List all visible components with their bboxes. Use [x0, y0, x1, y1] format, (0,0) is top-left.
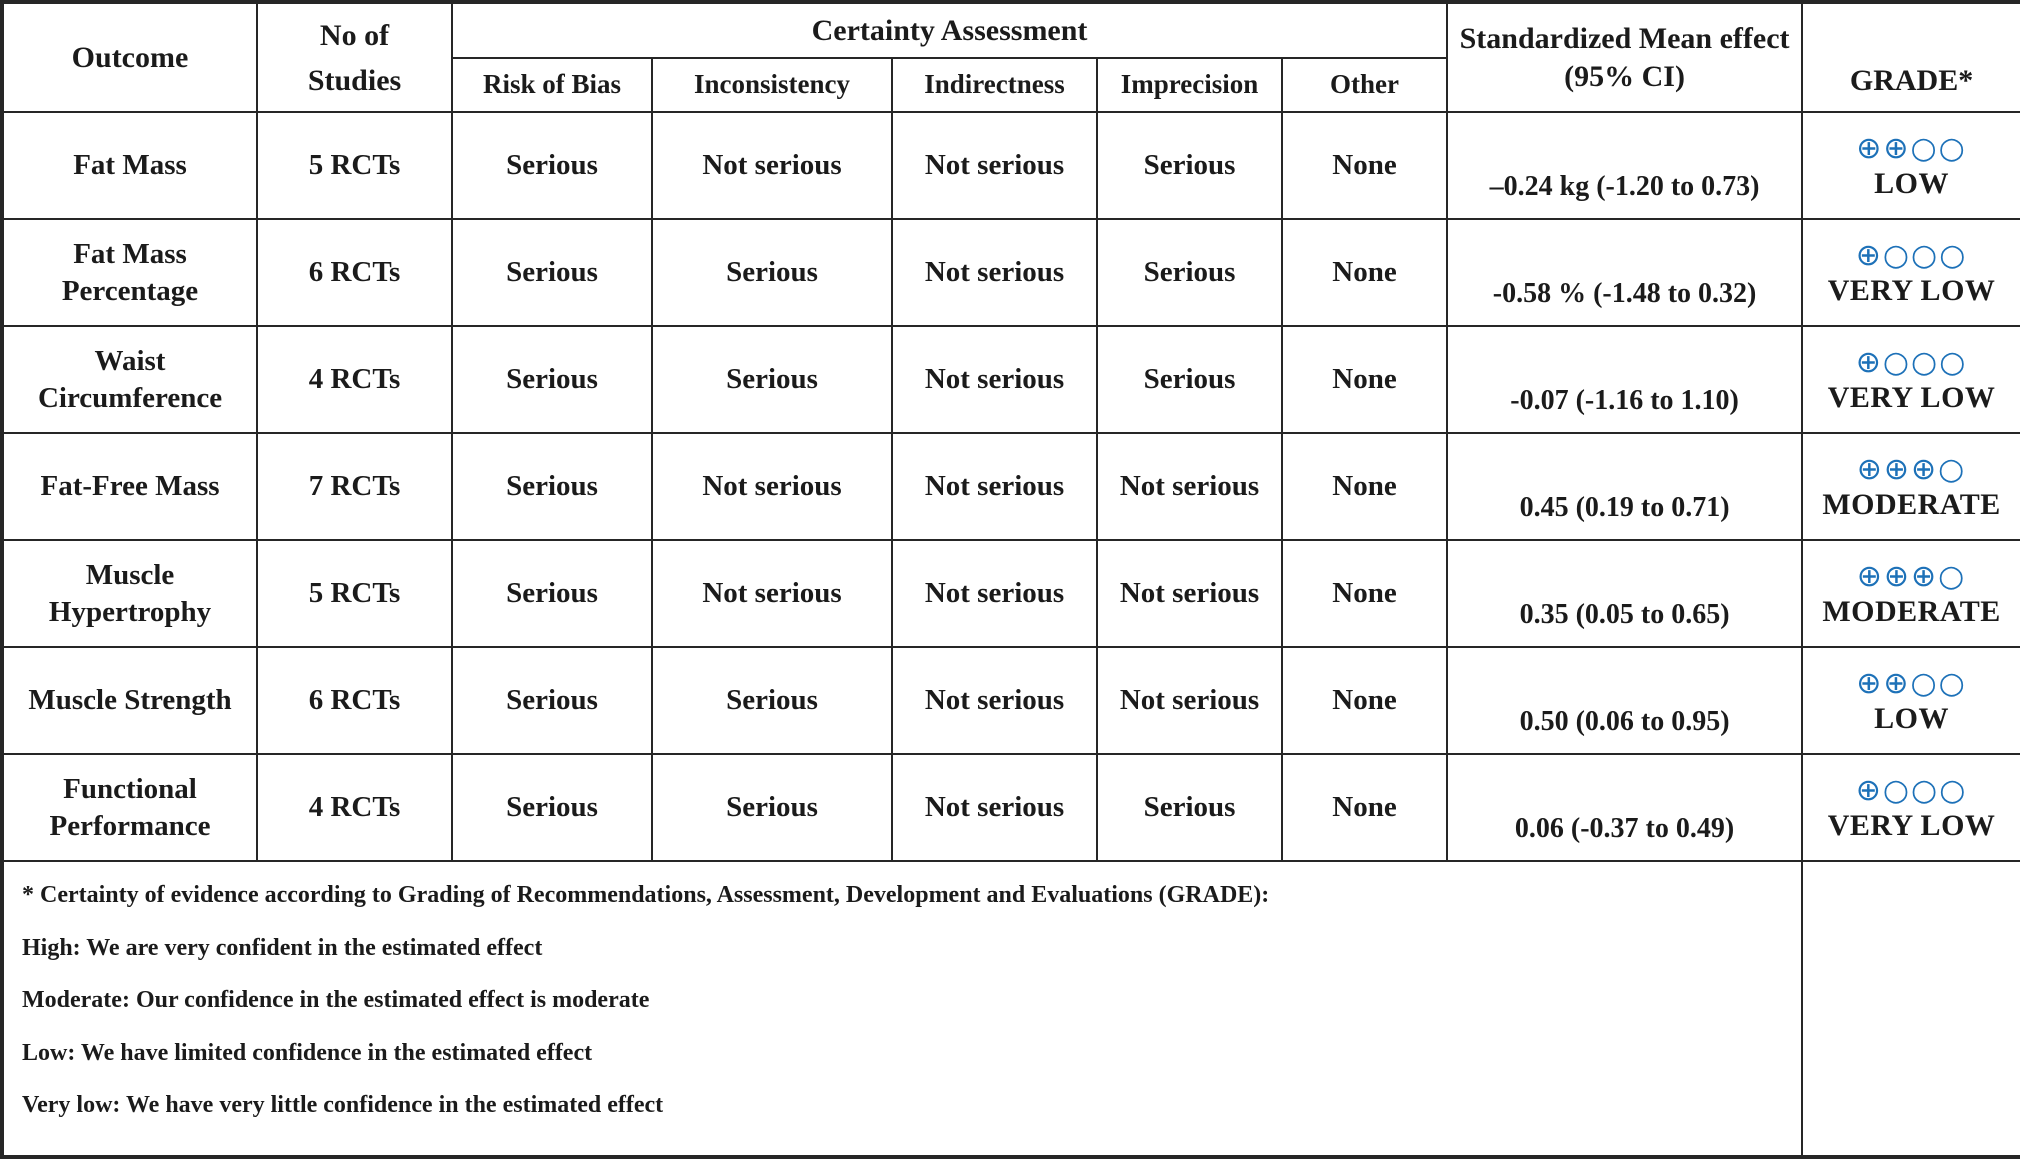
cell-risk-of-bias: Serious: [452, 540, 652, 647]
cell-other: None: [1282, 326, 1447, 433]
footer-row: [2, 861, 2020, 1157]
cell-outcome: Waist Circumference: [2, 326, 257, 433]
cell-inconsistency: Serious: [652, 326, 892, 433]
cell-outcome: Functional Performance: [2, 754, 257, 861]
header-imprecision: Imprecision: [1097, 58, 1282, 112]
footnote-very-low: Very low: We have very little confidence in the estimated effect: [22, 1092, 664, 1119]
header-inconsistency: Inconsistency: [652, 58, 892, 112]
grade-label: LOW: [1874, 701, 1949, 735]
cell-studies: 7 RCTs: [257, 433, 452, 540]
cell-indirectness: Not serious: [892, 754, 1097, 861]
cell-imprecision: Serious: [1097, 754, 1282, 861]
cell-other: None: [1282, 219, 1447, 326]
grade-symbols-icon: ⊕⊕⊕○: [1856, 451, 1967, 487]
cell-indirectness: Not serious: [892, 326, 1097, 433]
table-row-waist-circumference: [2, 326, 2020, 433]
footnote-moderate: Moderate: Our confidence in the estimated effect is moderate: [22, 987, 650, 1014]
cell-outcome: Fat Mass Percentage: [2, 219, 257, 326]
cell-outcome: Muscle Hypertrophy: [2, 540, 257, 647]
cell-risk-of-bias: Serious: [452, 433, 652, 540]
grade-label: LOW: [1874, 166, 1949, 200]
footnotes: [2, 861, 1802, 1157]
cell-effect: 0.06 (-0.37 to 0.49): [1447, 754, 1802, 861]
cell-effect: 0.50 (0.06 to 0.95): [1447, 647, 1802, 754]
header-effect-line2: (95% CI): [1564, 59, 1685, 93]
header-indirectness: Indirectness: [892, 58, 1097, 112]
header-no-of-studies-line2: Studies: [307, 63, 402, 97]
cell-imprecision: Serious: [1097, 326, 1282, 433]
cell-risk-of-bias: Serious: [452, 112, 652, 219]
cell-outcome: Muscle Strength: [2, 647, 257, 754]
footnote-grade-definition: * Certainty of evidence according to Grading of Recommendations, Assessment, Development and Evaluations (GRADE):: [22, 882, 1270, 908]
cell-imprecision: Not serious: [1097, 433, 1282, 540]
header-risk-of-bias: Risk of Bias: [452, 58, 652, 112]
cell-grade: [1802, 754, 2020, 861]
header-other: Other: [1282, 58, 1447, 112]
cell-inconsistency: Serious: [652, 647, 892, 754]
cell-other: None: [1282, 112, 1447, 219]
cell-inconsistency: Serious: [652, 219, 892, 326]
header-standardized-mean-effect: [1447, 2, 1802, 112]
footnote-low: Low: We have limited confidence in the estimated effect: [22, 1039, 593, 1066]
cell-indirectness: Not serious: [892, 219, 1097, 326]
cell-grade: [1802, 647, 2020, 754]
cell-risk-of-bias: Serious: [452, 326, 652, 433]
cell-risk-of-bias: Serious: [452, 647, 652, 754]
table-row-fat-free-mass: [2, 433, 2020, 540]
cell-inconsistency: Not serious: [652, 540, 892, 647]
grade-label: VERY LOW: [1827, 808, 1996, 842]
header-certainty-assessment: Certainty Assessment: [452, 2, 1447, 58]
table-row-functional-performance: [2, 754, 2020, 861]
table-row-fat-mass: [2, 112, 2020, 219]
header-grade: GRADE*: [1802, 2, 2020, 112]
cell-studies: 5 RCTs: [257, 540, 452, 647]
cell-imprecision: Not serious: [1097, 540, 1282, 647]
cell-risk-of-bias: Serious: [452, 754, 652, 861]
grade-symbols-icon: ⊕○○○: [1855, 772, 1968, 808]
table-row-fat-mass-percentage: [2, 219, 2020, 326]
header-no-of-studies: [257, 2, 452, 112]
grade-label: MODERATE: [1822, 487, 2001, 521]
cell-other: None: [1282, 754, 1447, 861]
cell-effect: 0.35 (0.05 to 0.65): [1447, 540, 1802, 647]
header-row-1: [2, 2, 2020, 58]
cell-effect: 0.45 (0.19 to 0.71): [1447, 433, 1802, 540]
cell-grade: [1802, 540, 2020, 647]
cell-risk-of-bias: Serious: [452, 219, 652, 326]
grade-symbols-icon: ⊕⊕○○: [1856, 665, 1967, 701]
cell-grade: [1802, 112, 2020, 219]
cell-inconsistency: Not serious: [652, 112, 892, 219]
cell-imprecision: Serious: [1097, 219, 1282, 326]
grade-symbols-icon: ⊕⊕⊕○: [1856, 558, 1967, 594]
cell-other: None: [1282, 433, 1447, 540]
cell-effect: -0.07 (-1.16 to 1.10): [1447, 326, 1802, 433]
grade-symbols-icon: ⊕○○○: [1855, 237, 1968, 273]
table-row-muscle-hypertrophy: [2, 540, 2020, 647]
cell-inconsistency: Serious: [652, 754, 892, 861]
cell-grade: [1802, 326, 2020, 433]
grade-symbols-icon: ⊕○○○: [1855, 344, 1968, 380]
cell-indirectness: Not serious: [892, 112, 1097, 219]
grade-label: MODERATE: [1822, 594, 2001, 628]
cell-outcome: Fat Mass: [2, 112, 257, 219]
cell-indirectness: Not serious: [892, 647, 1097, 754]
footer-empty-cell: [1802, 861, 2020, 1157]
table-row-muscle-strength: [2, 647, 2020, 754]
cell-studies: 4 RCTs: [257, 754, 452, 861]
cell-studies: 4 RCTs: [257, 326, 452, 433]
cell-studies: 6 RCTs: [257, 647, 452, 754]
grade-label: VERY LOW: [1827, 380, 1996, 414]
cell-studies: 6 RCTs: [257, 219, 452, 326]
grade-symbols-icon: ⊕⊕○○: [1856, 130, 1967, 166]
cell-effect: -0.58 % (-1.48 to 0.32): [1447, 219, 1802, 326]
cell-imprecision: Serious: [1097, 112, 1282, 219]
header-effect-line1: Standardized Mean effect: [1459, 22, 1790, 55]
cell-imprecision: Not serious: [1097, 647, 1282, 754]
cell-inconsistency: Not serious: [652, 433, 892, 540]
cell-outcome: Fat-Free Mass: [2, 433, 257, 540]
cell-indirectness: Not serious: [892, 433, 1097, 540]
cell-indirectness: Not serious: [892, 540, 1097, 647]
cell-other: None: [1282, 647, 1447, 754]
footnote-high: High: We are very confident in the estimated effect: [22, 934, 543, 961]
grade-label: VERY LOW: [1827, 273, 1996, 307]
cell-studies: 5 RCTs: [257, 112, 452, 219]
cell-effect: –0.24 kg (-1.20 to 0.73): [1447, 112, 1802, 219]
header-outcome: Outcome: [2, 2, 257, 112]
cell-grade: [1802, 219, 2020, 326]
header-no-of-studies-line1: No of: [319, 18, 390, 52]
cell-other: None: [1282, 540, 1447, 647]
cell-grade: [1802, 433, 2020, 540]
